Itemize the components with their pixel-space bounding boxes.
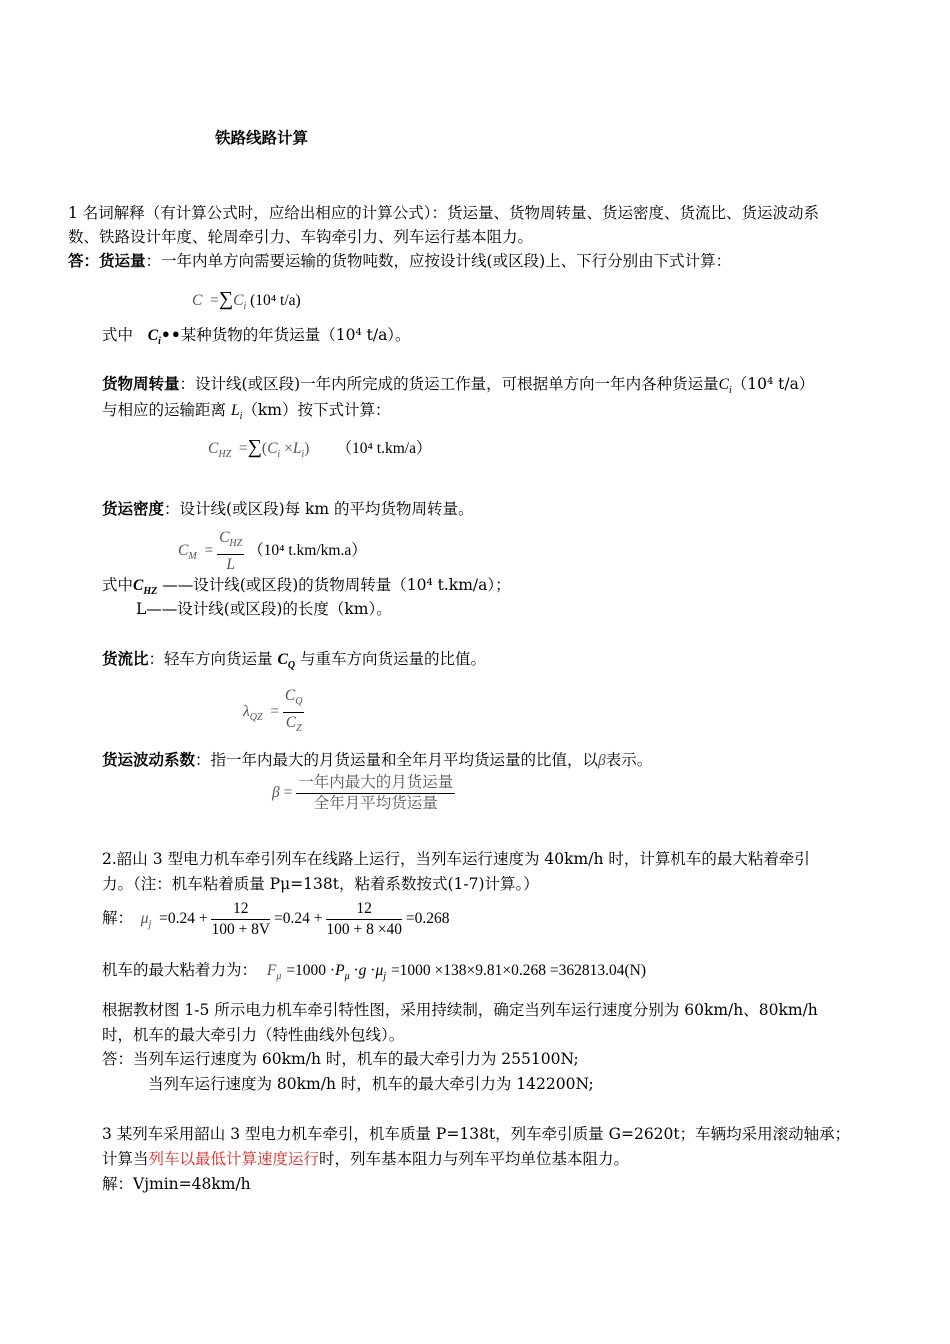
q1-line1: 1 名词解释（有计算公式时，应给出相应的计算公式）：货运量、货物周转量、货运密度、货流比、货运波动系 [68,204,820,222]
term-midu: 货运密度 [102,499,165,518]
q2-answer-1: 答：当列车运行速度为 60km/h 时，机车的最大牵引力为 255100N; [102,1050,579,1068]
q3-line2: 计算当列车以最低计算速度运行时，列车基本阻力与列车平均单位基本阻力。 [102,1150,630,1168]
force-line: 机车的最大粘着力为： $F_\mu =1000 \cdot P_\mu \cdot g \cdot\mu_j =1000 \times 138\times 9.81\times 0.268 =362813.04(N)$ [102,961,647,983]
formula-bodong: β = $\frac{\text{一年内最大的月货运量}}{\text{全年月平均货运量}}$ [272,774,454,812]
q3-solution: 解：Vjmin=48km/h [102,1175,251,1193]
term-bodong: 货运波动系数 [102,750,196,769]
formula-zhouzhuanliang: $C_{HZ} =\sum(C_i \times L_i)$ （10⁴ t.km/a） [208,436,432,461]
zz-definition-1: 货物周转量：设计线(或区段)一年内所完成的货运工作量，可根据单方向一年内各种货运量$C_i(10^4$ t/a） [102,374,815,397]
formula-midu: $C_M$ = $\frac{C_{HZ}}{L}$ （10⁴ t.km/km.a） [178,529,367,574]
md-definition: 货运密度：设计线(或区段)每 km 的平均货物周转量。 [102,499,474,518]
answer-label: 答： [68,251,100,270]
q2-answer-2: 当列车运行速度为 80km/h 时，机车的最大牵引力为 142200N; [148,1075,594,1093]
term-huoliubi: 货流比 [102,649,149,668]
q2-line3: 根据教材图 1-5 所示电力机车牵引特性图，采用持续制，确定当列车运行速度分别为 60km/h、80km/h [102,1001,818,1019]
formula-huoliubi: $\lambda_{QZ}$ = $\frac{C_Q}{C_Z}$ [243,687,303,735]
formula-nianzhe: 解： $\mu_j =0.24$ + $\frac{12}{100 + 8V}$ =0.24 + $\frac{12}{100 + 8 \times 40}$ =0.268 [102,900,450,938]
highlighted-text: 列车以最低计算速度运行 [148,1150,320,1168]
q2-line4: 时，机车的最大牵引力（特性曲线外包线）。 [102,1026,405,1044]
bd-definition: 货运波动系数：指一年内最大的月货运量和全年月平均货运量的比值，以β表示。 [102,750,653,769]
q2-line1: 2.韶山 3 型电力机车牵引列车在线路上运行，当列车运行速度为 40km/h 时，计算机车的最大粘着牵引 [102,850,810,868]
md-where-2: L——设计线(或区段)的长度（km）。 [136,600,392,618]
q1-line2: 数、铁路设计年度、轮周牵引力、车钩牵引力、列车运行基本阻力。 [68,228,534,246]
term-zhouzhuanliang: 货物周转量 [102,374,180,393]
md-where-1: 式中$C_{HZ}$ ——设计线(或区段)的货物周转量（10⁴ t.km/a）； [102,576,511,598]
page-title: 铁路线路计算 [215,128,309,147]
q2-line2: 力。（注：机车粘着质量 Pμ=138t，粘着系数按式(1-7)计算。） [102,875,539,893]
hy-where: 式中 $C_i••$某种货物的年货运量（10⁴ t/a）。 [102,325,411,348]
zz-definition-2: 与相应的运输距离 $L_i(km)$按下式计算： [102,401,391,423]
term-huoyunliang: 货运量 [99,251,146,270]
q3-line1: 3 某列车采用韶山 3 型电力机车牵引，机车质量 P=138t，列车牵引质量 G=2620t；车辆均采用滚动轴承； [102,1125,851,1143]
formula-huoyunliang: $C =\sum C_i$ (10⁴ t/a) [192,288,301,313]
hl-definition: 货流比：轻车方向货运量 $C_Q$ 与重车方向货运量的比值。 [102,649,486,672]
hy-definition: 答：货运量：一年内单方向需要运输的货物吨数，应按设计线(或区段)上、下行分别由下式计算： [68,251,732,270]
